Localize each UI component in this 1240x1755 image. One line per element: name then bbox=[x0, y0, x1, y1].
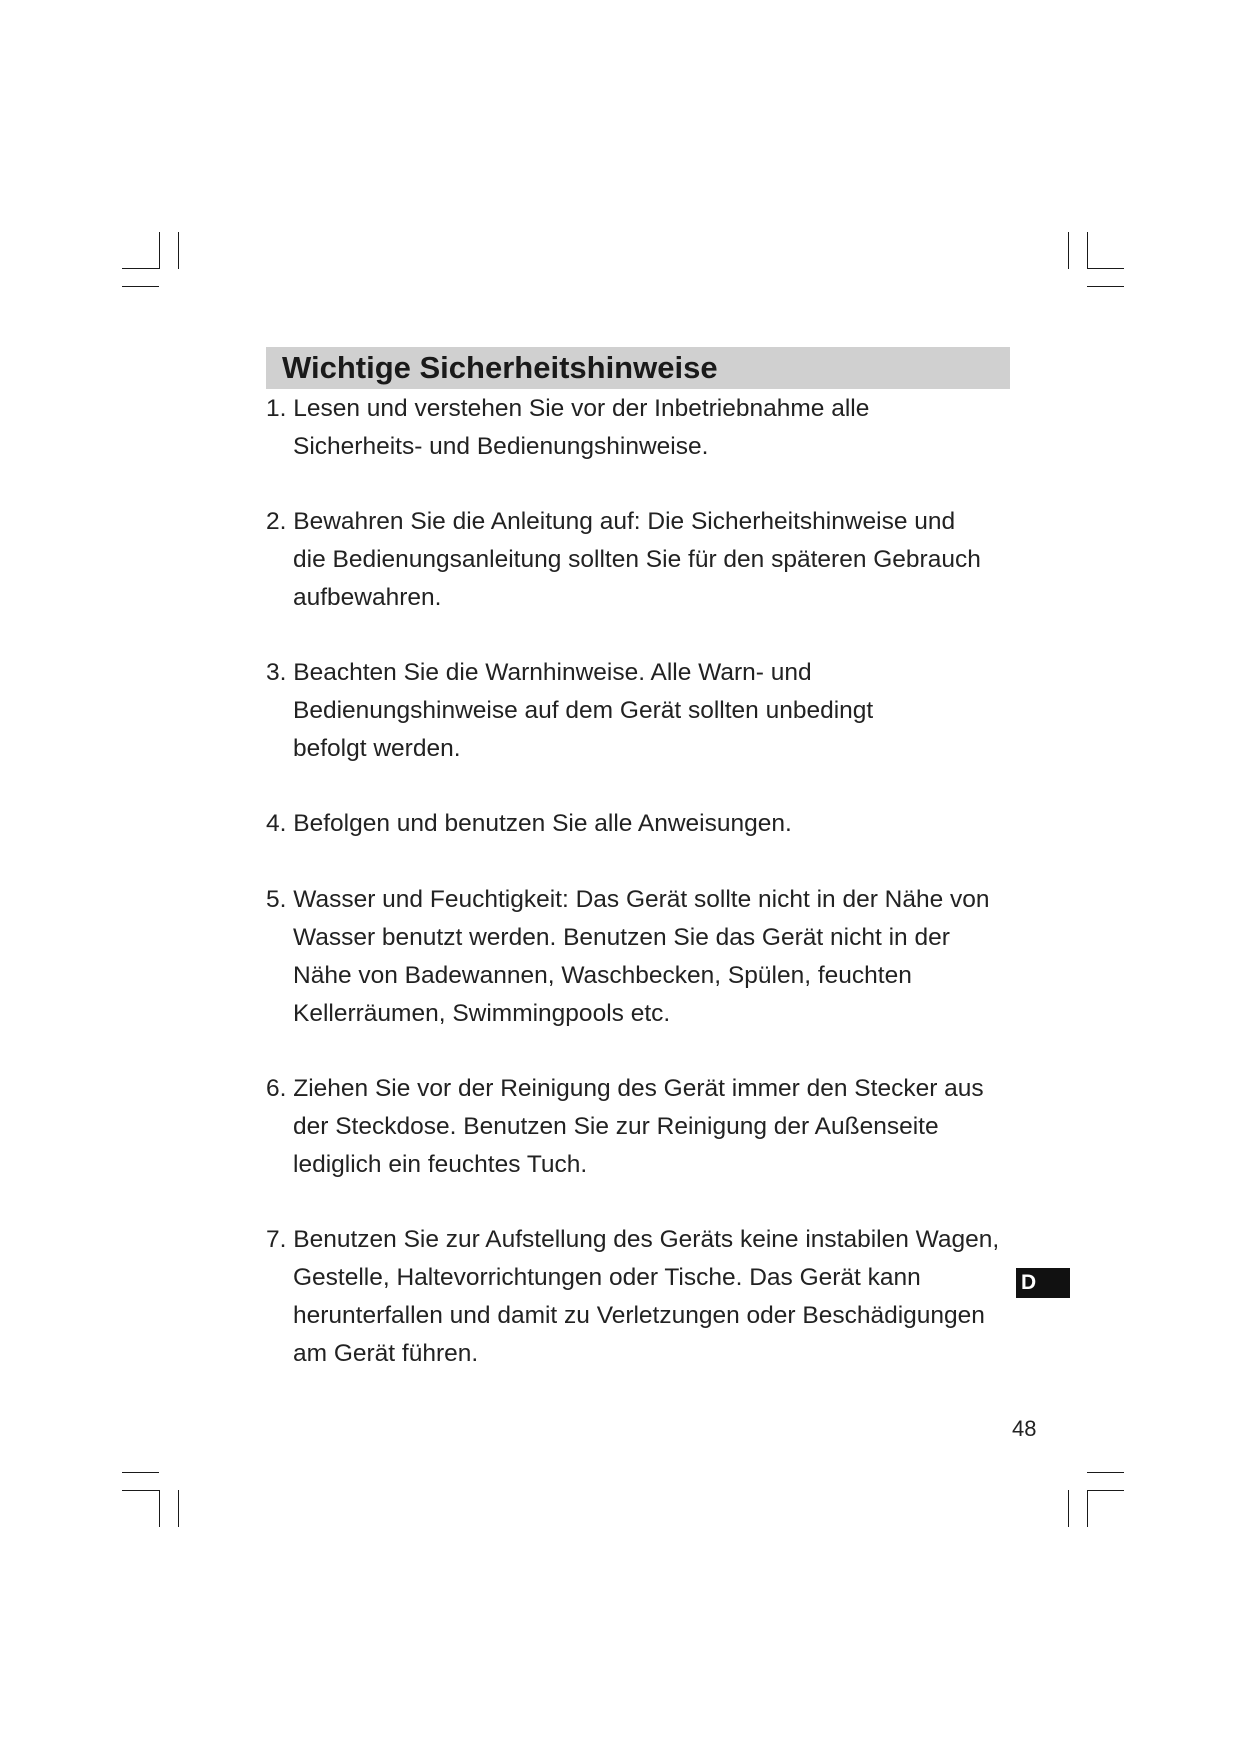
crop-mark-bottom-right-h1 bbox=[1087, 1472, 1124, 1473]
item-line: herunterfallen und damit zu Verletzungen oder Beschädigungen bbox=[293, 1302, 985, 1329]
crop-mark-top-right-v1 bbox=[1068, 232, 1069, 269]
item-line: 3. Beachten Sie die Warnhinweise. Alle Warn- und bbox=[266, 659, 812, 686]
crop-mark-bottom-right-v1 bbox=[1068, 1490, 1069, 1527]
item-line: Gestelle, Haltevorrichtungen oder Tische. Das Gerät kann bbox=[293, 1264, 921, 1291]
item-line: Kellerräumen, Swimmingpools etc. bbox=[293, 1000, 671, 1027]
crop-mark-top-right-h2 bbox=[1087, 286, 1124, 287]
safety-item-5 bbox=[266, 881, 1026, 1033]
item-line: am Gerät führen. bbox=[293, 1340, 479, 1367]
item-line: 4. Befolgen und benutzen Sie alle Anweisungen. bbox=[266, 810, 792, 837]
item-line: 7. Benutzen Sie zur Aufstellung des Geräts keine instabilen Wagen, bbox=[266, 1226, 1000, 1253]
safety-item-7 bbox=[266, 1221, 1026, 1373]
safety-item-3 bbox=[266, 654, 1026, 768]
page-number: 48 bbox=[1012, 1416, 1037, 1441]
item-line: Nähe von Badewannen, Waschbecken, Spülen, feuchten bbox=[293, 962, 912, 989]
item-line: die Bedienungsanleitung sollten Sie für den späteren Gebrauch bbox=[293, 546, 981, 573]
safety-item-1 bbox=[266, 390, 1026, 466]
crop-mark-bottom-left-v1 bbox=[159, 1490, 160, 1527]
safety-item-2 bbox=[266, 503, 1026, 617]
crop-mark-top-right-v2 bbox=[1087, 232, 1088, 269]
safety-item-6 bbox=[266, 1070, 1026, 1184]
crop-mark-top-left-h2 bbox=[122, 286, 159, 287]
item-line: Bedienungshinweise auf dem Gerät sollten unbedingt bbox=[293, 697, 874, 724]
crop-mark-bottom-right-v2 bbox=[1087, 1490, 1088, 1527]
crop-mark-bottom-right-h2 bbox=[1087, 1490, 1124, 1491]
item-line: 2. Bewahren Sie die Anleitung auf: Die Sicherheitshinweise und bbox=[266, 508, 956, 535]
item-line: befolgt werden. bbox=[293, 735, 461, 762]
section-title-bar bbox=[266, 347, 1010, 389]
item-line: aufbewahren. bbox=[293, 584, 442, 611]
crop-mark-bottom-left-h2 bbox=[122, 1490, 159, 1491]
item-line: lediglich ein feuchtes Tuch. bbox=[293, 1151, 588, 1178]
crop-mark-top-right-h1 bbox=[1087, 268, 1124, 269]
item-line: der Steckdose. Benutzen Sie zur Reinigung der Außenseite bbox=[293, 1113, 939, 1140]
item-line: 6. Ziehen Sie vor der Reinigung des Gerät immer den Stecker aus bbox=[266, 1075, 984, 1102]
crop-mark-top-left-v2 bbox=[178, 232, 179, 269]
item-line: Sicherheits- und Bedienungshinweise. bbox=[293, 433, 709, 460]
section-title: Wichtige Sicherheitshinweise bbox=[282, 350, 718, 385]
safety-item-4 bbox=[266, 805, 1026, 843]
item-line: Wasser benutzt werden. Benutzen Sie das Gerät nicht in der bbox=[293, 924, 950, 951]
crop-mark-top-left-v1 bbox=[159, 232, 160, 269]
crop-mark-bottom-left-v2 bbox=[178, 1490, 179, 1527]
item-line: 5. Wasser und Feuchtigkeit: Das Gerät sollte nicht in der Nähe von bbox=[266, 886, 990, 913]
language-tab: D bbox=[1016, 1268, 1070, 1298]
crop-mark-top-left-h1 bbox=[122, 268, 159, 269]
item-line: 1. Lesen und verstehen Sie vor der Inbetriebnahme alle bbox=[266, 395, 870, 422]
crop-mark-bottom-left-h1 bbox=[122, 1472, 159, 1473]
